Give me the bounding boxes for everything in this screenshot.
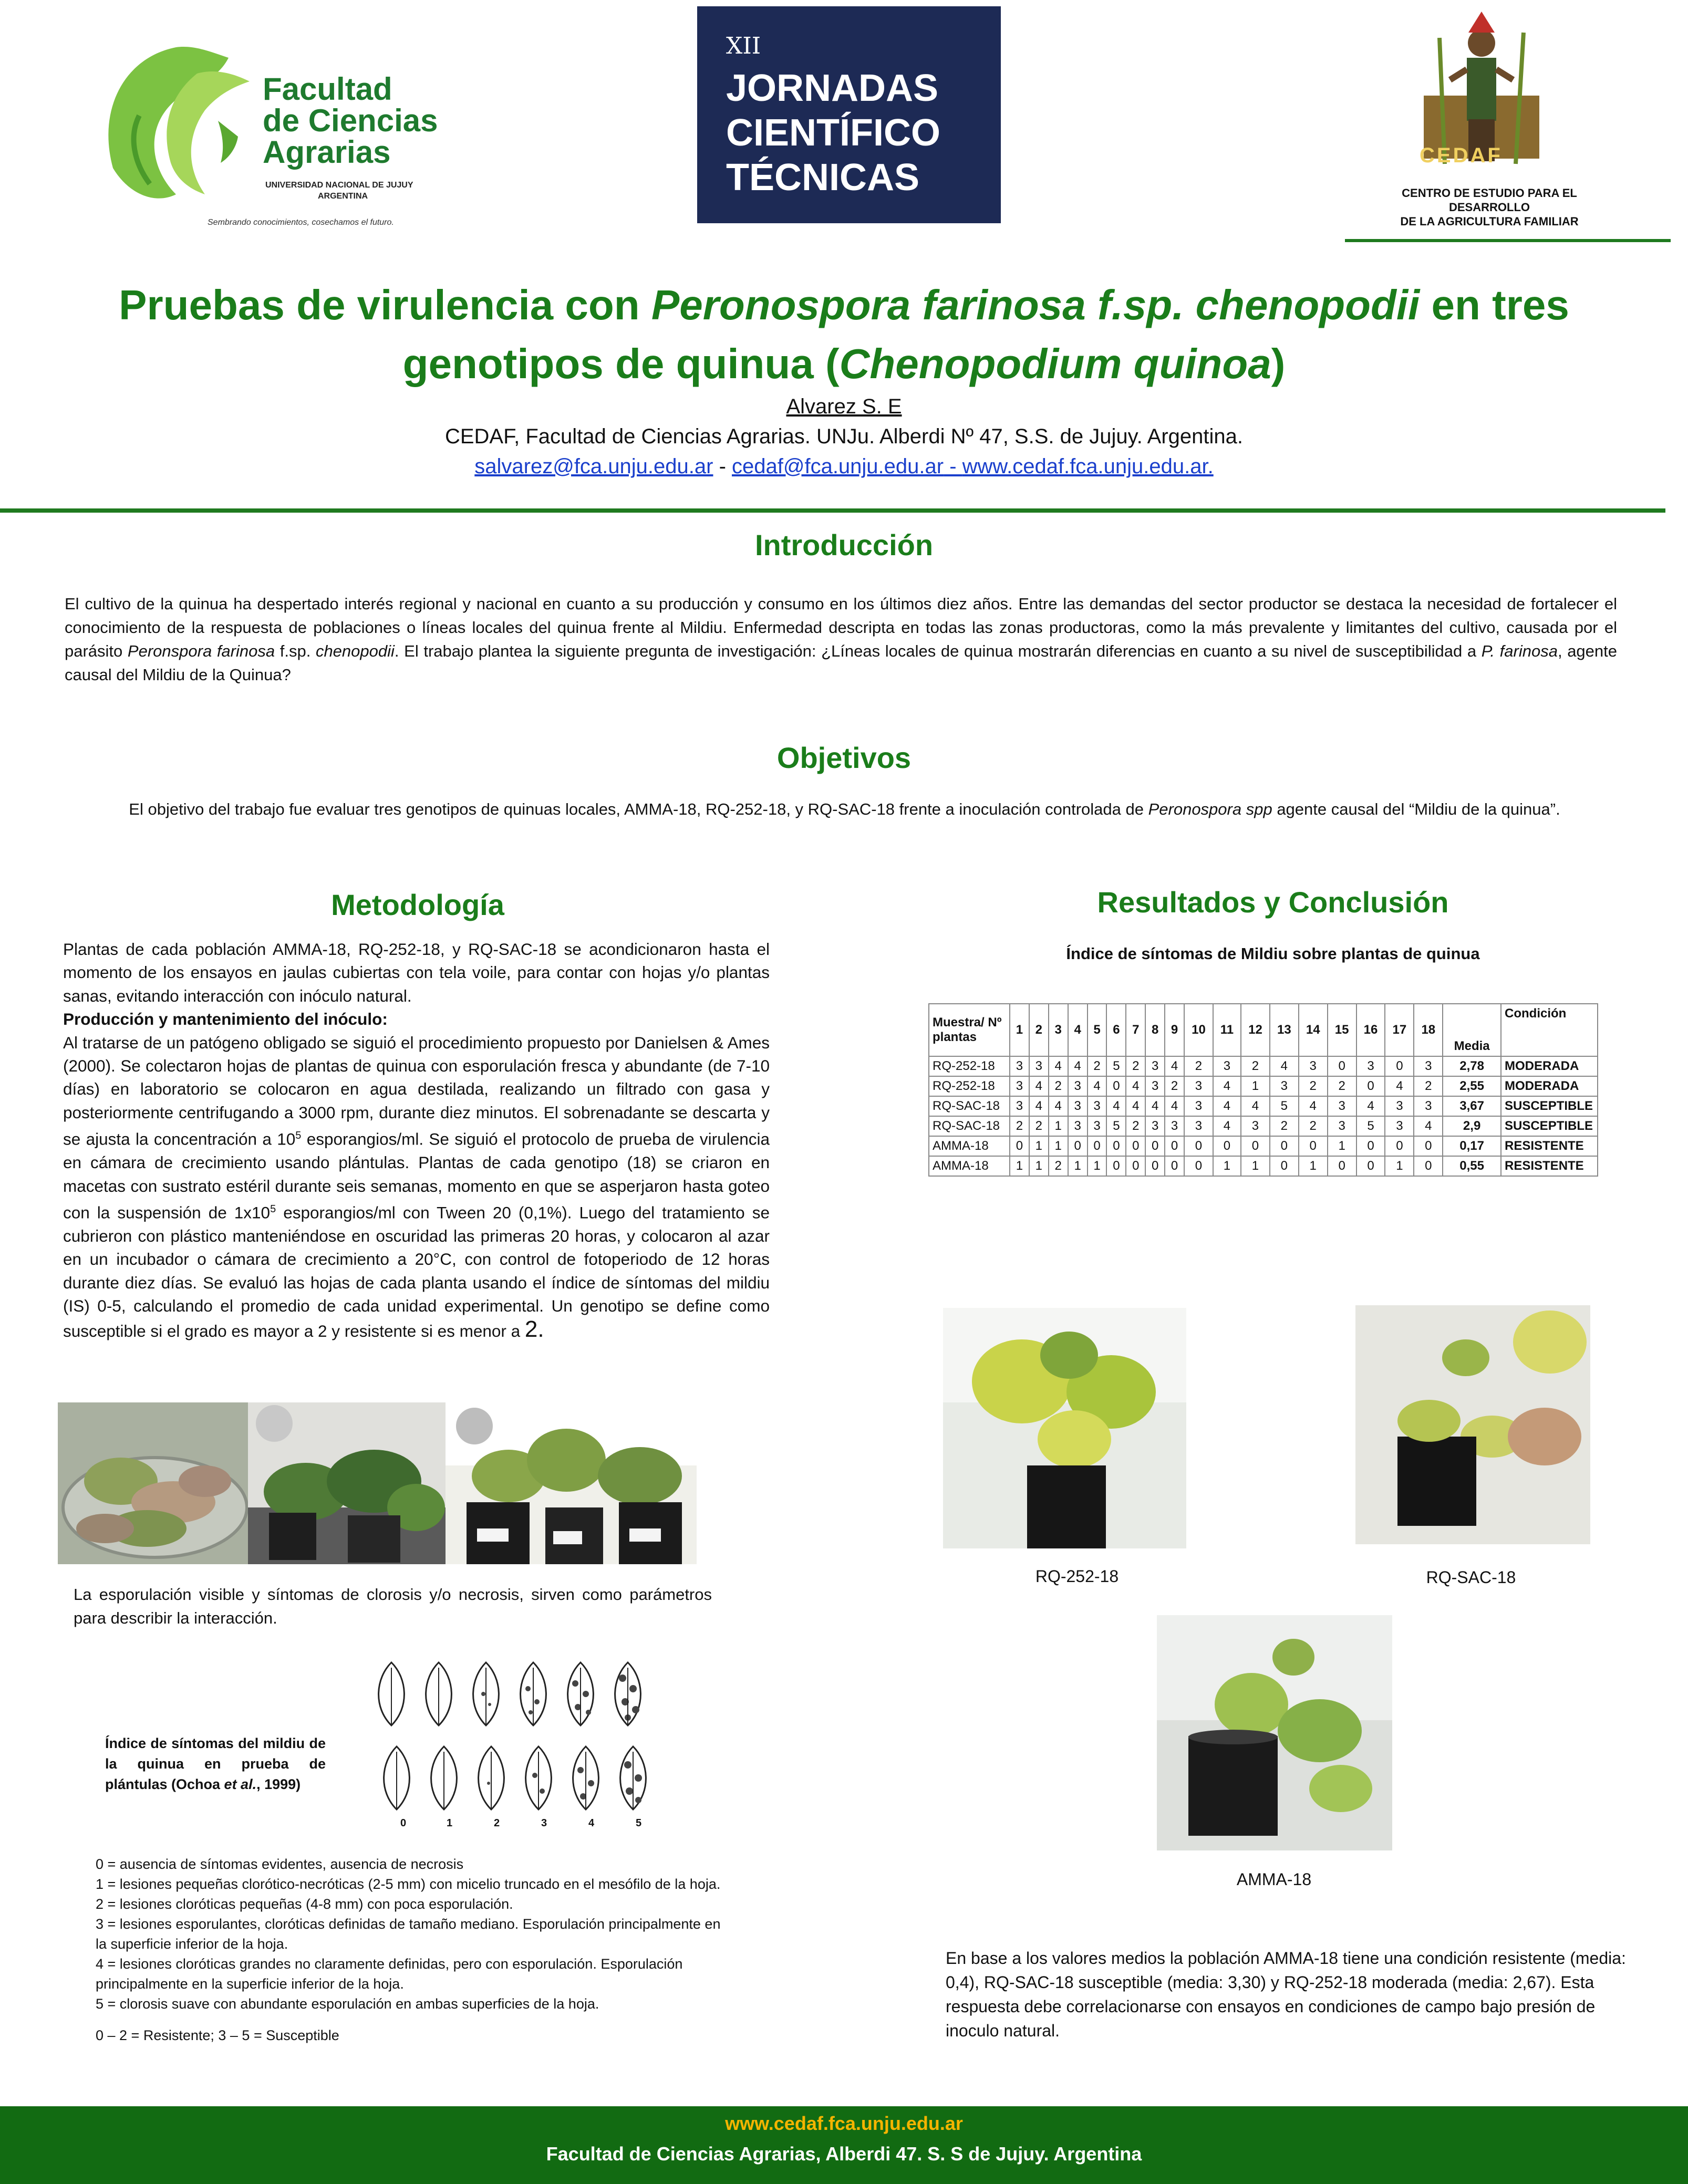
cell-value: 0 — [1328, 1156, 1356, 1176]
cell-condicion: SUSCEPTIBLE — [1501, 1096, 1598, 1116]
cell-value: 4 — [1068, 1056, 1088, 1076]
cell-value: 4 — [1088, 1076, 1107, 1096]
header-col-8: 8 — [1145, 1004, 1165, 1056]
scale-legend — [96, 1854, 731, 2045]
cell-value: 2 — [1328, 1076, 1356, 1096]
cell-value: 4 — [1145, 1096, 1165, 1116]
symptom-scale-figure — [368, 1657, 683, 1838]
cell-sample: RQ-252-18 — [929, 1056, 1010, 1076]
cell-value: 3 — [1385, 1116, 1414, 1136]
cell-value: 0 — [1414, 1136, 1443, 1156]
header-col-16: 16 — [1356, 1004, 1385, 1056]
results-table-wrap — [928, 1003, 1598, 1177]
cell-value: 0 — [1126, 1156, 1145, 1176]
cell-value: 2 — [1241, 1056, 1270, 1076]
header-col-11: 11 — [1213, 1004, 1241, 1056]
cell-value: 0 — [1068, 1136, 1088, 1156]
cell-value: 2 — [1126, 1116, 1145, 1136]
cell-value: 3 — [1068, 1096, 1088, 1116]
cell-value: 3 — [1010, 1096, 1029, 1116]
seedlings-pots-image — [248, 1402, 447, 1564]
cell-value: 1 — [1029, 1156, 1049, 1176]
cedaf-logo — [1371, 6, 1608, 232]
scale-legend-3: 3 = lesiones esporulantes, cloróticas definidas de tamaño mediano. Esporulación principalmente en la superficie inferior de la hoja. — [96, 1916, 721, 1952]
header-col-2: 2 — [1029, 1004, 1049, 1056]
scale-number-3: 3 — [541, 1817, 547, 1829]
cell-value: 1 — [1213, 1156, 1241, 1176]
rq-252-18-plant-image — [943, 1308, 1186, 1548]
cell-value: 4 — [1299, 1096, 1328, 1116]
cell-value: 0 — [1106, 1136, 1126, 1156]
cell-media: 2,55 — [1443, 1076, 1501, 1096]
cedaf-line2: DESARROLLO — [1449, 201, 1530, 214]
table-row — [929, 1096, 1598, 1116]
photo-infected-leaves — [58, 1402, 252, 1564]
cell-value: 1 — [1385, 1156, 1414, 1176]
label-rq-sac-18: RQ-SAC-18 — [1426, 1568, 1516, 1587]
cell-value: 2 — [1299, 1076, 1328, 1096]
objetivos-heading: Objetivos — [776, 741, 912, 774]
cell-media: 2,78 — [1443, 1056, 1501, 1076]
cell-value: 1 — [1241, 1156, 1270, 1176]
leaf-symptom-scale-icon — [368, 1657, 683, 1815]
header-col-14: 14 — [1299, 1004, 1328, 1056]
photo-labelled-pots — [446, 1402, 697, 1564]
cell-value: 1 — [1299, 1156, 1328, 1176]
cell-value: 2 — [1270, 1116, 1299, 1136]
intro-heading: Introducción — [754, 528, 934, 561]
cell-value: 0 — [1165, 1156, 1184, 1176]
header-col-6: 6 — [1106, 1004, 1126, 1056]
cell-condicion: RESISTENTE — [1501, 1136, 1598, 1156]
cell-value: 2 — [1126, 1056, 1145, 1076]
jornadas-numeral: XII — [726, 33, 761, 59]
resultados-heading: Resultados y Conclusión — [1097, 886, 1449, 919]
cell-value: 3 — [1165, 1116, 1184, 1136]
photo-rq-sac-18 — [1355, 1305, 1590, 1544]
label-rq-252-18: RQ-252-18 — [1035, 1567, 1119, 1586]
jornadas-line3: TÉCNICAS — [726, 157, 920, 199]
fca-line3: Agrarias — [263, 134, 391, 170]
header-media: Media — [1443, 1004, 1501, 1056]
cell-value: 0 — [1414, 1156, 1443, 1176]
cell-value: 2 — [1299, 1116, 1328, 1136]
fca-university: UNIVERSIDAD NACIONAL DE JUJUY — [265, 181, 413, 190]
cell-value: 3 — [1299, 1056, 1328, 1076]
cell-value: 0 — [1106, 1156, 1126, 1176]
cell-value: 0 — [1270, 1156, 1299, 1176]
cell-value: 1 — [1049, 1136, 1068, 1156]
cell-value: 0 — [1356, 1136, 1385, 1156]
fca-logo — [92, 32, 449, 234]
header-sample: Muestra/ Nº plantas — [929, 1004, 1010, 1056]
table-row — [929, 1156, 1598, 1176]
header-col-5: 5 — [1088, 1004, 1107, 1056]
cell-value: 3 — [1414, 1096, 1443, 1116]
cell-condicion: RESISTENTE — [1501, 1156, 1598, 1176]
cell-value: 3 — [1213, 1056, 1241, 1076]
footer-web[interactable]: www.cedaf.fca.unju.edu.ar — [725, 2113, 963, 2134]
cell-value: 2 — [1029, 1116, 1049, 1136]
cell-value: 3 — [1088, 1096, 1107, 1116]
cell-value: 0 — [1356, 1076, 1385, 1096]
cell-value: 3 — [1010, 1056, 1029, 1076]
cell-value: 3 — [1270, 1076, 1299, 1096]
footer-address: Facultad de Ciencias Agrarias, Alberdi 47. S. S de Jujuy. Argentina — [546, 2143, 1142, 2165]
cell-sample: RQ-SAC-18 — [929, 1096, 1010, 1116]
cell-value: 3 — [1088, 1116, 1107, 1136]
conclusion-text: En base a los valores medios la población AMMA-18 tiene una condición resistente (media: 0,4), RQ-SAC-18 susceptible (media: 3,30) y RQ-252-18 moderada (media: 2,67). Esta respuesta debe correlacionarse con ensayos en condiciones de campo bajo presión de inoculo natural. — [946, 1949, 1626, 2040]
photo-rq-252-18 — [943, 1308, 1186, 1548]
cell-sample: AMMA-18 — [929, 1136, 1010, 1156]
scale-legend-4: 4 = lesiones cloróticas grandes no claramente definidas, pero con esporulación. Esporulación principalmente en la superficie inferior de la hoja. — [96, 1956, 683, 1992]
rq-sac-18-plant-image — [1355, 1305, 1590, 1544]
cell-value: 5 — [1106, 1116, 1126, 1136]
cell-value: 1 — [1328, 1136, 1356, 1156]
scale-number-4: 4 — [588, 1817, 595, 1829]
cell-value: 2 — [1049, 1076, 1068, 1096]
cell-value: 3 — [1029, 1056, 1049, 1076]
cell-value: 3 — [1184, 1096, 1213, 1116]
cell-value: 4 — [1270, 1056, 1299, 1076]
cell-value: 0 — [1385, 1056, 1414, 1076]
cell-value: 3 — [1184, 1116, 1213, 1136]
web-link[interactable]: www.cedaf.fca.unju.edu.ar. — [962, 455, 1214, 478]
scale-number-2: 2 — [494, 1817, 500, 1829]
cell-value: 0 — [1184, 1156, 1213, 1176]
cell-value: 0 — [1328, 1056, 1356, 1076]
cell-value: 4 — [1049, 1096, 1068, 1116]
cell-value: 0 — [1126, 1136, 1145, 1156]
cell-value: 4 — [1356, 1096, 1385, 1116]
cell-value: 1 — [1029, 1136, 1049, 1156]
label-amma-18: AMMA-18 — [1236, 1870, 1312, 1889]
table-header-row — [929, 1004, 1598, 1056]
cell-condicion: MODERADA — [1501, 1076, 1598, 1096]
scale-number-1: 1 — [447, 1817, 453, 1829]
cell-value: 2 — [1010, 1116, 1029, 1136]
cell-media: 3,67 — [1443, 1096, 1501, 1116]
header-col-13: 13 — [1270, 1004, 1299, 1056]
metodologia-heading: Metodología — [331, 888, 504, 921]
cell-value: 1 — [1010, 1156, 1029, 1176]
scale-legend-5: 5 = clorosis suave con abundante esporulación en ambas superficies de la hoja. — [96, 1996, 599, 2012]
cell-value: 0 — [1088, 1136, 1107, 1156]
cell-value: 5 — [1356, 1116, 1385, 1136]
cell-value: 4 — [1213, 1096, 1241, 1116]
cell-value: 1 — [1241, 1076, 1270, 1096]
scale-caption: Índice de síntomas del mildiu de la quinua en prueba de plántulas (Ochoa et al., 1999) — [105, 1735, 326, 1792]
cell-value: 4 — [1029, 1076, 1049, 1096]
table-row — [929, 1076, 1598, 1096]
cell-value: 4 — [1106, 1096, 1126, 1116]
cell-value: 4 — [1029, 1096, 1049, 1116]
header-condicion: Condición — [1501, 1004, 1598, 1056]
cell-value: 3 — [1385, 1096, 1414, 1116]
header-col-18: 18 — [1414, 1004, 1443, 1056]
cell-sample: AMMA-18 — [929, 1156, 1010, 1176]
cedaf-logo-text: CEDAF — [1420, 144, 1503, 167]
table-title: Índice de síntomas de Mildiu sobre plantas de quinua — [1066, 944, 1480, 963]
header-col-3: 3 — [1049, 1004, 1068, 1056]
cell-sample: RQ-SAC-18 — [929, 1116, 1010, 1136]
cell-value: 3 — [1068, 1116, 1088, 1136]
jornadas-banner — [697, 6, 1001, 223]
header-col-10: 10 — [1184, 1004, 1213, 1056]
cell-value: 3 — [1184, 1076, 1213, 1096]
cell-value: 2 — [1165, 1076, 1184, 1096]
leaf-face-icon — [92, 37, 265, 210]
header-col-4: 4 — [1068, 1004, 1088, 1056]
results-table — [928, 1003, 1598, 1177]
cell-value: 4 — [1165, 1056, 1184, 1076]
photo-caption: La esporulación visible y síntomas de clorosis y/o necrosis, sirven como parámetros para describir la interacción. — [74, 1585, 712, 1627]
cell-value: 3 — [1414, 1056, 1443, 1076]
cell-media: 0,55 — [1443, 1156, 1501, 1176]
cell-value: 0 — [1356, 1156, 1385, 1176]
leaves-dish-image — [58, 1402, 252, 1564]
header-col-15: 15 — [1328, 1004, 1356, 1056]
cell-value: 2 — [1414, 1076, 1443, 1096]
cell-value: 5 — [1270, 1096, 1299, 1116]
table-row — [929, 1136, 1598, 1156]
cell-value: 4 — [1414, 1116, 1443, 1136]
table-row — [929, 1116, 1598, 1136]
fca-line1: Facultad — [263, 71, 392, 107]
intro-text: El cultivo de la quinua ha despertado interés regional y nacional en cuanto a su producción y consumo en los últimos diez años. Entre las demandas del sector productor se destaca la necesidad de fortalecer el conocimiento de la respuesta de poblaciones o líneas locales del quinua frente al Mildiu. Enfermedad descripta en todas las zonas productoras, como la más prevalente y limitantes del cultivo, causada por el parásito Peronspora farinosa f.sp. chenopodii. El trabajo plantea la siguiente pregunta de investigación: ¿Líneas locales de quinua mostrarán diferencias en cuanto a su nivel de susceptibilidad a P. farinosa, agente causal del Mildiu de la Quinua? — [65, 595, 1618, 684]
cell-value: 3 — [1241, 1116, 1270, 1136]
cell-value: 0 — [1010, 1136, 1029, 1156]
email-link-1[interactable]: salvarez@fca.unju.edu.ar — [474, 455, 713, 478]
cell-condicion: SUSCEPTIBLE — [1501, 1116, 1598, 1136]
cell-value: 0 — [1299, 1136, 1328, 1156]
photo-amma-18 — [1157, 1615, 1392, 1850]
objetivos-text: El objetivo del trabajo fue evaluar tres genotipos de quinuas locales, AMMA-18, RQ-252-18, y RQ-SAC-18 frente a inoculación controlada de Peronospora spp agente causal del “Mildiu de la quinua”. — [129, 800, 1560, 818]
cell-value: 3 — [1328, 1096, 1356, 1116]
cell-value: 2 — [1088, 1056, 1107, 1076]
cell-value: 0 — [1241, 1136, 1270, 1156]
fca-slogan: Sembrando conocimientos, cosechamos el futuro. — [208, 218, 394, 227]
header-col-12: 12 — [1241, 1004, 1270, 1056]
inoculo-subheading: Producción y mantenimiento del inóculo: — [63, 1010, 388, 1029]
cell-value: 4 — [1165, 1096, 1184, 1116]
cell-sample: RQ-252-18 — [929, 1076, 1010, 1096]
photo-potted-seedlings — [248, 1402, 447, 1564]
header-col-1: 1 — [1010, 1004, 1029, 1056]
cell-value: 3 — [1145, 1116, 1165, 1136]
jornadas-line1: JORNADAS — [726, 67, 939, 109]
cell-value: 0 — [1145, 1156, 1165, 1176]
scale-legend-0: 0 = ausencia de síntomas evidentes, ausencia de necrosis — [96, 1856, 464, 1872]
jornadas-line2: CIENTÍFICO — [726, 112, 940, 154]
email-link-2[interactable]: cedaf@fca.unju.edu.ar — [732, 455, 944, 478]
cell-value: 1 — [1068, 1156, 1088, 1176]
title-divider — [0, 508, 1665, 513]
cell-value: 3 — [1068, 1076, 1088, 1096]
cell-value: 3 — [1145, 1056, 1165, 1076]
cell-value: 3 — [1328, 1116, 1356, 1136]
cell-value: 5 — [1106, 1056, 1126, 1076]
cell-value: 4 — [1126, 1076, 1145, 1096]
cell-value: 4 — [1049, 1056, 1068, 1076]
scale-number-5: 5 — [636, 1817, 642, 1829]
cell-value: 1 — [1088, 1156, 1107, 1176]
cell-value: 2 — [1184, 1056, 1213, 1076]
scale-legend-1: 1 = lesiones pequeñas clorótico-necróticas (2-5 mm) con micelio truncado en el mesófilo de la hoja. — [96, 1876, 721, 1892]
poster-title: Pruebas de virulencia con Peronospora farinosa f.sp. chenopodii en tres genotipos de quinua (Chenopodium quinoa) — [119, 282, 1569, 387]
cell-condicion: MODERADA — [1501, 1056, 1598, 1076]
cell-value: 0 — [1270, 1136, 1299, 1156]
affiliation: CEDAF, Facultad de Ciencias Agrarias. UNJu. Alberdi Nº 47, S.S. de Jujuy. Argentina. — [444, 425, 1244, 448]
cell-value: 3 — [1356, 1056, 1385, 1076]
cell-value: 0 — [1165, 1136, 1184, 1156]
cedaf-line3: DE LA AGRICULTURA FAMILIAR — [1400, 215, 1579, 228]
cell-value: 4 — [1213, 1116, 1241, 1136]
scale-summary: 0 – 2 = Resistente; 3 – 5 = Susceptible — [96, 2027, 339, 2043]
cell-media: 2,9 — [1443, 1116, 1501, 1136]
amma-18-plant-image — [1157, 1615, 1392, 1850]
fca-country: ARGENTINA — [318, 192, 368, 201]
scale-number-0: 0 — [400, 1817, 407, 1829]
cell-value: 4 — [1385, 1076, 1414, 1096]
scale-legend-2: 2 = lesiones cloróticas pequeñas (4-8 mm) con poca esporulación. — [96, 1896, 513, 1912]
header-divider — [1345, 239, 1671, 242]
header-col-7: 7 — [1126, 1004, 1145, 1056]
cedaf-line1: CENTRO DE ESTUDIO PARA EL — [1402, 186, 1577, 200]
author: Alvarez S. E — [786, 395, 902, 418]
cell-value: 2 — [1049, 1156, 1068, 1176]
header-col-17: 17 — [1385, 1004, 1414, 1056]
fca-line2: de Ciencias — [263, 103, 438, 138]
cell-value: 4 — [1241, 1096, 1270, 1116]
table-row — [929, 1056, 1598, 1076]
contacts: salvarez@fca.unju.edu.ar - cedaf@fca.unju.edu.ar - www.cedaf.fca.unju.edu.ar. — [474, 455, 1214, 478]
footer — [0, 2106, 1688, 2184]
header-col-9: 9 — [1165, 1004, 1184, 1056]
labelled-pots-image — [446, 1402, 697, 1564]
cell-value: 0 — [1213, 1136, 1241, 1156]
cell-value: 0 — [1184, 1136, 1213, 1156]
cell-value: 4 — [1126, 1096, 1145, 1116]
cell-value: 0 — [1385, 1136, 1414, 1156]
cell-value: 4 — [1213, 1076, 1241, 1096]
cell-value: 1 — [1049, 1116, 1068, 1136]
cell-media: 0,17 — [1443, 1136, 1501, 1156]
cell-value: 0 — [1145, 1136, 1165, 1156]
cell-value: 3 — [1145, 1076, 1165, 1096]
cell-value: 0 — [1106, 1076, 1126, 1096]
cell-value: 3 — [1010, 1076, 1029, 1096]
metodologia-text: Plantas de cada población AMMA-18, RQ-252-18, y RQ-SAC-18 se acondicionaron hasta el momento de los ensayos en jaulas cubiertas con tela voile, para contar con hojas y/o plantas sanas, evitando interacción con inóculo natural. Producción y mantenimiento del inóculo: Al tratarse de un patógeno obligado se siguió el procedimiento propuesto por Danielsen & Ames (2000). Se colectaron hojas de plantas de quinua con esporulación fresca y abundante (de 7-10 días) en laboratorio se colocaron en agua destilada, realizando un filtrado con gasa y posteriormente centrifugando a 3000 rpm, durante diez minutos. El sobrenadante se descarta y se ajusta la concentración a $10^5$ esporangios/ml. Se siguió el protocolo de prueba de virulencia en cámara de crecimiento usando plántulas. Plantas de cada genotipo (18) se criaron en macetas con sustrato estéril durante seis semanas, momento en que se asperjaron hasta goteo con la suspensión de $1x10^5$ esporangios/ml con Tween 20 (0,1%). Luego del tratamiento se cubrieron con plástico manteniéndose en oscuridad las primeras 20 horas, y colocaron al azar en un incubador o cámara de crecimiento a 20°C, con control de fotoperiodo de 12 horas durante diez días. Se evaluó las hojas de cada planta usando el índice de síntomas del mildiu (IS) 0-5, calculando el promedio de cada unidad experimental. Un genotipo se define como susceptible si el grado es mayor a 2 y resistente si es menor a 2. — [63, 940, 770, 1342]
